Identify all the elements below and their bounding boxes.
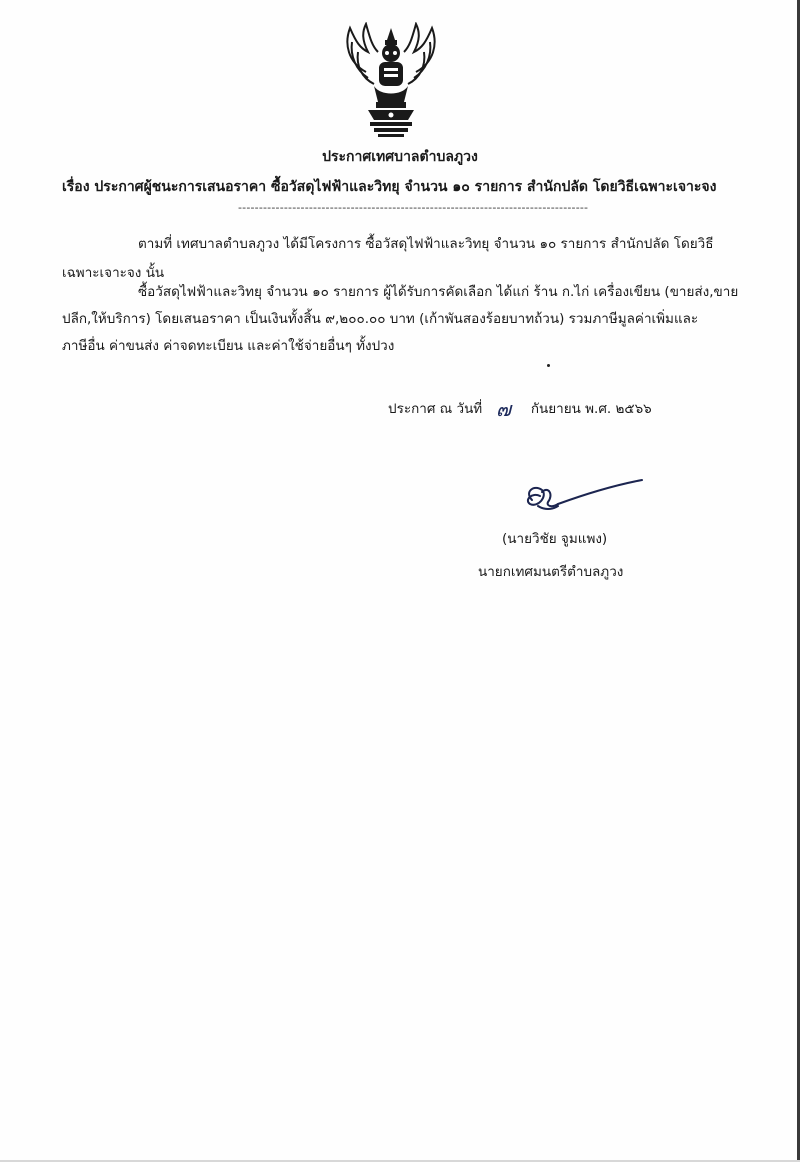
paragraph-1-line-1: ตามที่ เทศบาลตำบลภูวง ได้มีโครงการ ซื้อวัสดุไฟฟ้าและวิทยุ จำนวน ๑๐ รายการ สำนักปลัด โดยวิธี (138, 236, 714, 252)
paragraph-1-line-2: เฉพาะเจาะจง นั้น (62, 265, 165, 281)
paragraph-2-line-1: ซื้อวัสดุไฟฟ้าและวิทยุ จำนวน ๑๐ รายการ ผู้ได้รับการคัดเลือก ได้แก่ ร้าน ก.ไก่ เครื่องเขียน (ขายส่ง,ขาย (138, 284, 739, 300)
document-title: ประกาศเทศบาลตำบลภูวง (322, 149, 478, 165)
ink-dot (547, 364, 550, 367)
announce-day-handwritten: ๗ (496, 397, 512, 421)
garuda-emblem-icon (338, 22, 444, 140)
handwritten-signature-icon (518, 478, 646, 518)
signatory-position: นายกเทศมนตรีตำบลภูวง (478, 564, 624, 580)
document-subject: เรื่อง ประกาศผู้ชนะการเสนอราคา ซื้อวัสดุไฟฟ้าและวิทยุ จำนวน ๑๐ รายการ สำนักปลัด โดยวิธีเฉพาะเจาะจง (62, 179, 717, 195)
announce-prefix: ประกาศ ณ วันที่ (388, 401, 483, 417)
paragraph-2-line-3: ภาษีอื่น ค่าขนส่ง ค่าจดทะเบียน และค่าใช้จ่ายอื่นๆ ทั้งปวง (62, 338, 395, 354)
divider-line: ------------------------------------------------------------------------------------ (238, 201, 589, 214)
announce-date-line (388, 400, 652, 418)
signatory-name: (นายวิชัย จูมแพง) (502, 531, 608, 547)
announce-month-year: กันยายน พ.ศ. ๒๕๖๖ (530, 401, 652, 417)
paragraph-2-line-2: ปลีก,ให้บริการ) โดยเสนอราคา เป็นเงินทั้งสิ้น ๙,๒๐๐.๐๐ บาท (เก้าพันสองร้อยบาทถ้วน) รวมภาษีมูลค่าเพิ่มและ (62, 311, 699, 327)
